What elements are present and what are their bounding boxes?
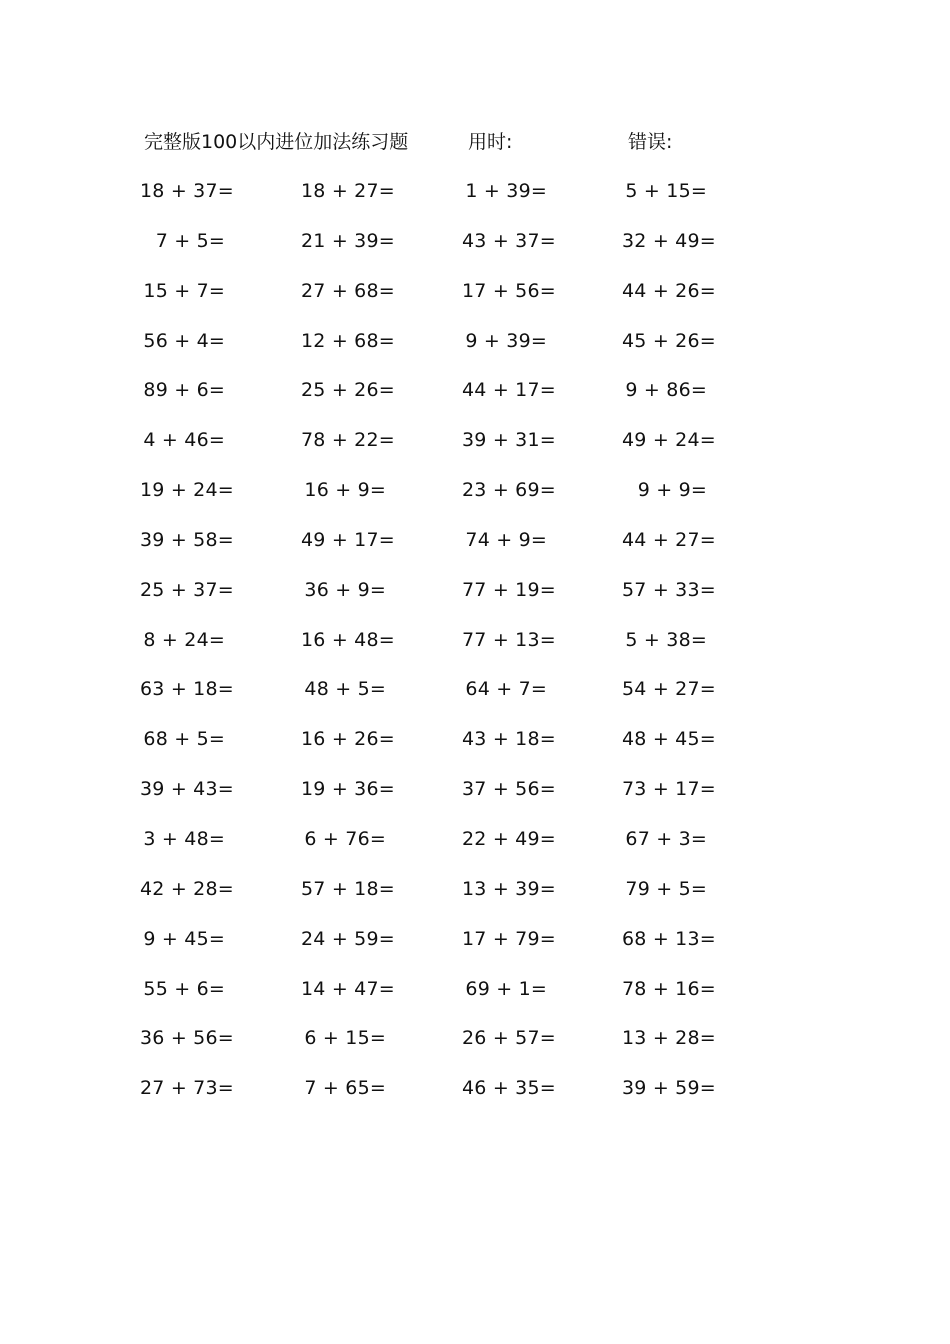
problem-row <box>140 1023 784 1073</box>
addition-problem: 27 + 73= <box>140 1077 234 1100</box>
addition-problem: 89 + 6= <box>143 379 225 402</box>
addition-problem: 77 + 19= <box>462 578 556 601</box>
problem-row <box>144 276 784 326</box>
addition-problem: 46 + 35= <box>462 1077 556 1100</box>
addition-problem: 68 + 5= <box>143 728 225 751</box>
addition-problem: 18 + 37= <box>140 180 234 202</box>
addition-problem: 55 + 6= <box>143 977 225 1000</box>
addition-problem: 8 + 24= <box>143 628 225 651</box>
addition-problem: 73 + 17= <box>622 778 716 801</box>
addition-problem: 5 + 15= <box>625 180 707 202</box>
addition-problem: 24 + 59= <box>301 927 395 950</box>
addition-problem: 48 + 45= <box>622 728 716 751</box>
addition-problem: 39 + 31= <box>462 429 556 452</box>
addition-problem: 49 + 24= <box>622 429 716 452</box>
addition-problem: 7 + 65= <box>304 1077 386 1100</box>
problem-row <box>144 375 784 425</box>
addition-problem: 39 + 58= <box>140 528 234 551</box>
addition-problem: 3 + 48= <box>143 827 225 850</box>
addition-problem: 63 + 18= <box>140 678 234 701</box>
problem-row <box>140 475 784 525</box>
addition-problem: 32 + 49= <box>622 229 716 252</box>
addition-problem: 48 + 5= <box>304 678 386 701</box>
addition-problem: 26 + 57= <box>462 1027 556 1050</box>
addition-problem: 78 + 22= <box>301 429 395 452</box>
addition-problem: 57 + 33= <box>622 578 716 601</box>
addition-problem: 36 + 9= <box>304 578 386 601</box>
addition-problem: 27 + 68= <box>301 279 395 302</box>
addition-problem: 64 + 7= <box>465 678 547 701</box>
addition-problem: 36 + 56= <box>140 1027 234 1050</box>
addition-problem: 25 + 26= <box>301 379 395 402</box>
addition-problem: 17 + 79= <box>462 927 556 950</box>
problem-row <box>144 226 784 276</box>
addition-problem: 15 + 7= <box>143 279 225 302</box>
addition-problem: 16 + 9= <box>304 479 386 502</box>
problem-row <box>140 674 784 724</box>
problem-row <box>140 774 784 824</box>
addition-problem: 78 + 16= <box>622 977 716 1000</box>
problem-row <box>140 575 784 625</box>
addition-problem: 68 + 13= <box>622 927 716 950</box>
problem-row <box>144 824 784 874</box>
addition-problem: 44 + 17= <box>462 379 556 402</box>
problem-row <box>144 924 784 974</box>
addition-problem: 14 + 47= <box>301 977 395 1000</box>
worksheet-header <box>144 128 764 156</box>
addition-problem: 37 + 56= <box>462 778 556 801</box>
error-label: 错误: <box>628 131 673 153</box>
problem-row <box>144 625 784 675</box>
addition-problem: 43 + 37= <box>462 229 556 252</box>
time-label: 用时: <box>468 131 513 153</box>
addition-problem: 6 + 76= <box>304 827 386 850</box>
addition-problem: 79 + 5= <box>625 877 707 900</box>
addition-problem: 67 + 3= <box>625 827 707 850</box>
problem-row <box>140 1073 784 1123</box>
addition-problem: 25 + 37= <box>140 578 234 601</box>
addition-problem: 16 + 48= <box>301 628 395 651</box>
addition-problem: 13 + 39= <box>462 877 556 900</box>
addition-problem: 13 + 28= <box>622 1027 716 1050</box>
addition-problem: 6 + 15= <box>304 1027 386 1050</box>
addition-problem: 4 + 46= <box>143 429 225 452</box>
addition-problem: 21 + 39= <box>301 229 395 252</box>
addition-problem: 45 + 26= <box>622 329 716 352</box>
addition-problem: 42 + 28= <box>140 877 234 900</box>
addition-problem: 5 + 38= <box>625 628 707 651</box>
problem-row <box>144 425 784 475</box>
addition-problem: 9 + 86= <box>625 379 707 402</box>
addition-problem: 23 + 69= <box>462 479 556 502</box>
addition-problem: 9 + 45= <box>143 927 225 950</box>
addition-problem: 77 + 13= <box>462 628 556 651</box>
addition-problem: 16 + 26= <box>301 728 395 751</box>
problem-row <box>140 525 784 575</box>
addition-problem: 22 + 49= <box>462 827 556 850</box>
addition-problem: 17 + 56= <box>462 279 556 302</box>
addition-problem: 19 + 24= <box>140 479 234 502</box>
addition-problem: 49 + 17= <box>301 528 395 551</box>
addition-problem: 54 + 27= <box>622 678 716 701</box>
addition-problem: 74 + 9= <box>465 528 547 551</box>
addition-problem: 39 + 43= <box>140 778 234 801</box>
addition-problem: 43 + 18= <box>462 728 556 751</box>
problem-row <box>140 874 784 924</box>
worksheet-title: 完整版100以内进位加法练习题 <box>144 131 409 153</box>
addition-problem: 56 + 4= <box>143 329 225 352</box>
addition-problem: 18 + 27= <box>301 180 395 202</box>
problem-row <box>144 724 784 774</box>
addition-problem: 69 + 1= <box>465 977 547 1000</box>
problem-grid <box>140 176 784 1123</box>
addition-problem: 1 + 39= <box>465 180 547 202</box>
problem-row <box>144 974 784 1024</box>
addition-problem: 39 + 59= <box>622 1077 716 1100</box>
addition-problem: 57 + 18= <box>301 877 395 900</box>
addition-problem: 9 + 9= <box>637 479 707 502</box>
addition-problem: 7 + 5= <box>155 229 225 252</box>
addition-problem: 12 + 68= <box>301 329 395 352</box>
addition-problem: 19 + 36= <box>301 778 395 801</box>
addition-problem: 44 + 27= <box>622 528 716 551</box>
problem-row <box>140 176 784 226</box>
addition-problem: 44 + 26= <box>622 279 716 302</box>
problem-row <box>144 326 784 376</box>
addition-problem: 9 + 39= <box>465 329 547 352</box>
